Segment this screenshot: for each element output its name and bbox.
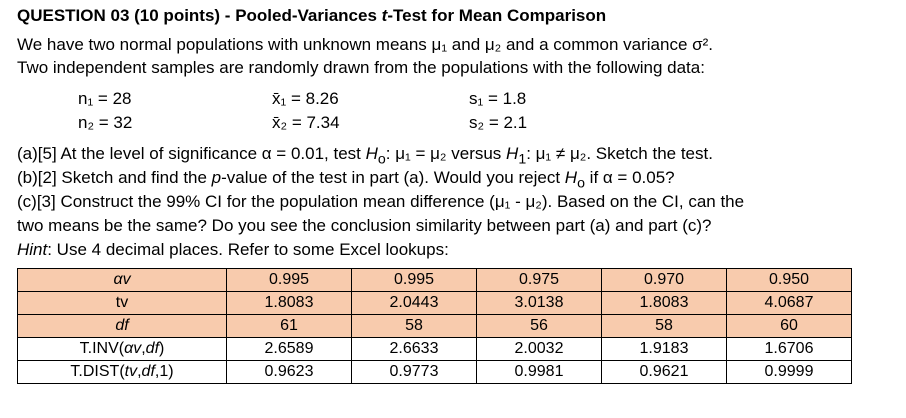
- table-cell: 1.9183: [602, 338, 727, 361]
- part-c-line-1: (c)[3] Construct the 99% CI for the population mean difference (μ₁ - μ₂). Based on the CI, can the: [17, 192, 745, 211]
- given-s2: s₂ = 2.1: [469, 113, 528, 132]
- table-cell: 0.975: [477, 269, 602, 292]
- hint-line: Hint: Use 4 decimal places. Refer to some Excel lookups:: [17, 240, 449, 259]
- table-cell: 2.0443: [352, 292, 477, 315]
- table-row-df: [18, 315, 852, 338]
- row-label: T.INV(αv,df): [18, 338, 227, 361]
- table-cell: 1.6706: [727, 338, 852, 361]
- row-label: T.DIST(tv,df,1): [18, 361, 227, 384]
- part-b: (b)[2] Sketch and find the p-value of the test in part (a). Would you reject $H_o$ if α = 0.05?: [17, 168, 675, 192]
- given-x2: x̄₂ = 7.34: [272, 113, 340, 132]
- table-cell: 4.0687: [727, 292, 852, 315]
- table-cell: 60: [727, 315, 852, 338]
- table-cell: 0.950: [727, 269, 852, 292]
- table-cell: 0.9999: [727, 361, 852, 384]
- row-label: df: [18, 315, 227, 338]
- table-cell: 0.995: [227, 269, 352, 292]
- row-label: tv: [18, 292, 227, 315]
- intro-line-2: Two independent samples are randomly drawn from the populations with the following data:: [17, 58, 705, 77]
- table-cell: 1.8083: [602, 292, 727, 315]
- table-cell: 2.0032: [477, 338, 602, 361]
- given-n1: n₁ = 28: [78, 89, 132, 108]
- part-c-line-2: two means be the same? Do you see the conclusion similarity between part (a) and part (c)?: [17, 216, 712, 235]
- table-row-tdist: [18, 361, 852, 384]
- table-cell: 61: [227, 315, 352, 338]
- given-n2: n₂ = 32: [78, 113, 133, 132]
- part-a: (a)[5] At the level of significance α = 0.01, test $H_o$: μ₁ = μ₂ versus $H_1$: μ₁ ≠ μ₂. Sketch the test.: [17, 144, 713, 168]
- table-cell: 3.0138: [477, 292, 602, 315]
- question-title: QUESTION 03 (10 points) - Pooled-Variances t-Test for Mean Comparison: [17, 6, 607, 25]
- given-s1: s₁ = 1.8: [469, 89, 527, 108]
- table-cell: 2.6633: [352, 338, 477, 361]
- table-cell: 0.9981: [477, 361, 602, 384]
- table-cell: 56: [477, 315, 602, 338]
- table-cell: 0.970: [602, 269, 727, 292]
- table-cell: 0.9621: [602, 361, 727, 384]
- table-cell: 2.6589: [227, 338, 352, 361]
- table-cell: 1.8083: [227, 292, 352, 315]
- excel-lookup-table: [17, 268, 852, 384]
- table-row-tinv: [18, 338, 852, 361]
- table-row-tv: [18, 292, 852, 315]
- table-cell: 58: [352, 315, 477, 338]
- table-row-alpha: [18, 269, 852, 292]
- table-cell: 0.9623: [227, 361, 352, 384]
- intro-line-1: We have two normal populations with unknown means μ₁ and μ₂ and a common variance σ².: [17, 35, 714, 54]
- row-label: αv: [18, 269, 227, 292]
- table-cell: 0.9773: [352, 361, 477, 384]
- table-cell: 58: [602, 315, 727, 338]
- table-cell: 0.995: [352, 269, 477, 292]
- given-x1: x̄₁ = 8.26: [272, 89, 339, 108]
